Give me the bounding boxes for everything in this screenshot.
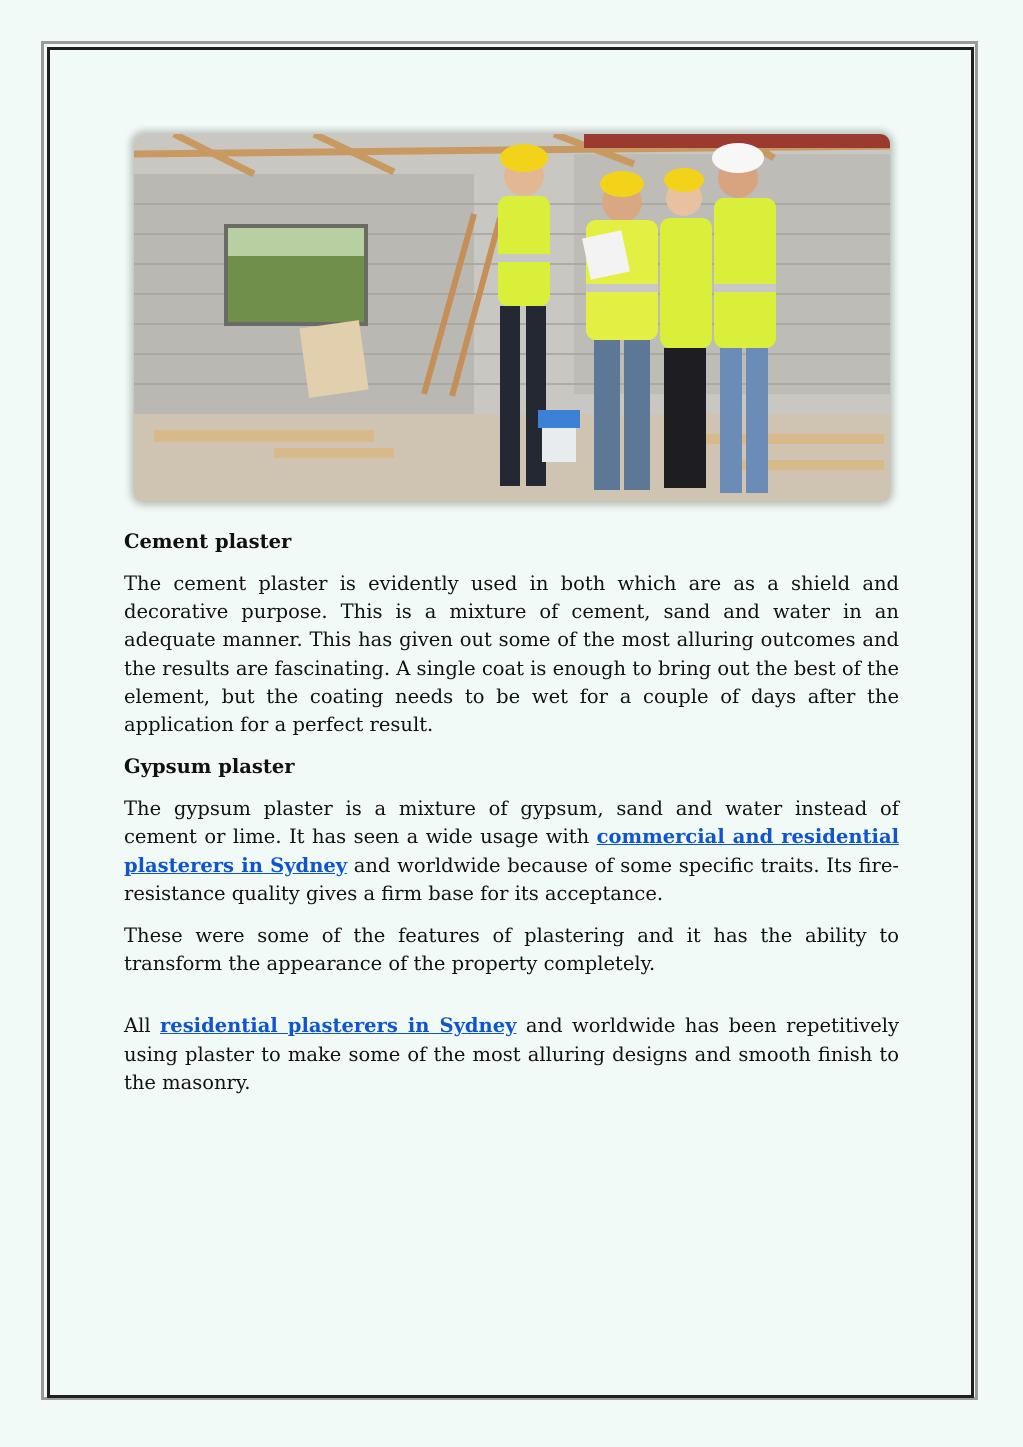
paragraph-gap [124, 992, 899, 1012]
construction-workers-photo [134, 134, 890, 502]
gypsum-plaster-heading: Gypsum plaster [124, 755, 295, 779]
final-text-after-link: and worldwide has been repetitively using plaster to make some of the most alluring designs and smooth finish to the masonry. [124, 1014, 899, 1094]
article-content [124, 528, 899, 1111]
gypsum-text-before-link: The gypsum plaster is a mixture of gypsum, sand and water instead of cement or lime. It has seen a wide usage with [124, 797, 899, 849]
commercial-residential-plasterers-link[interactable]: commercial and residential plasterers in Sydney [124, 825, 899, 877]
final-text-before-link: All [124, 1014, 161, 1038]
gypsum-plaster-paragraph [124, 795, 899, 908]
residential-plasterers-link[interactable]: residential plasterers in Sydney [160, 1014, 517, 1038]
final-paragraph [124, 1012, 899, 1097]
closing-paragraph: These were some of the features of plastering and it has the ability to transform the appearance of the property completely. [124, 924, 899, 976]
gypsum-text-after-link: and worldwide because of some specific traits. Its fire-resistance quality gives a firm base for its acceptance. [124, 853, 899, 905]
photo-illustration [134, 134, 890, 502]
cement-plaster-heading: Cement plaster [124, 530, 292, 553]
cement-plaster-paragraph: The cement plaster is evidently used in both which are as a shield and decorative purpose. This is a mixture of cement, sand and water in an adequate manner. This has given out some of the most alluring outcomes and the results are fascinating. A single coat is enough to bring out the best of the element, but the coating needs to be wet for a couple of days after the application for a perfect result. [124, 572, 899, 737]
